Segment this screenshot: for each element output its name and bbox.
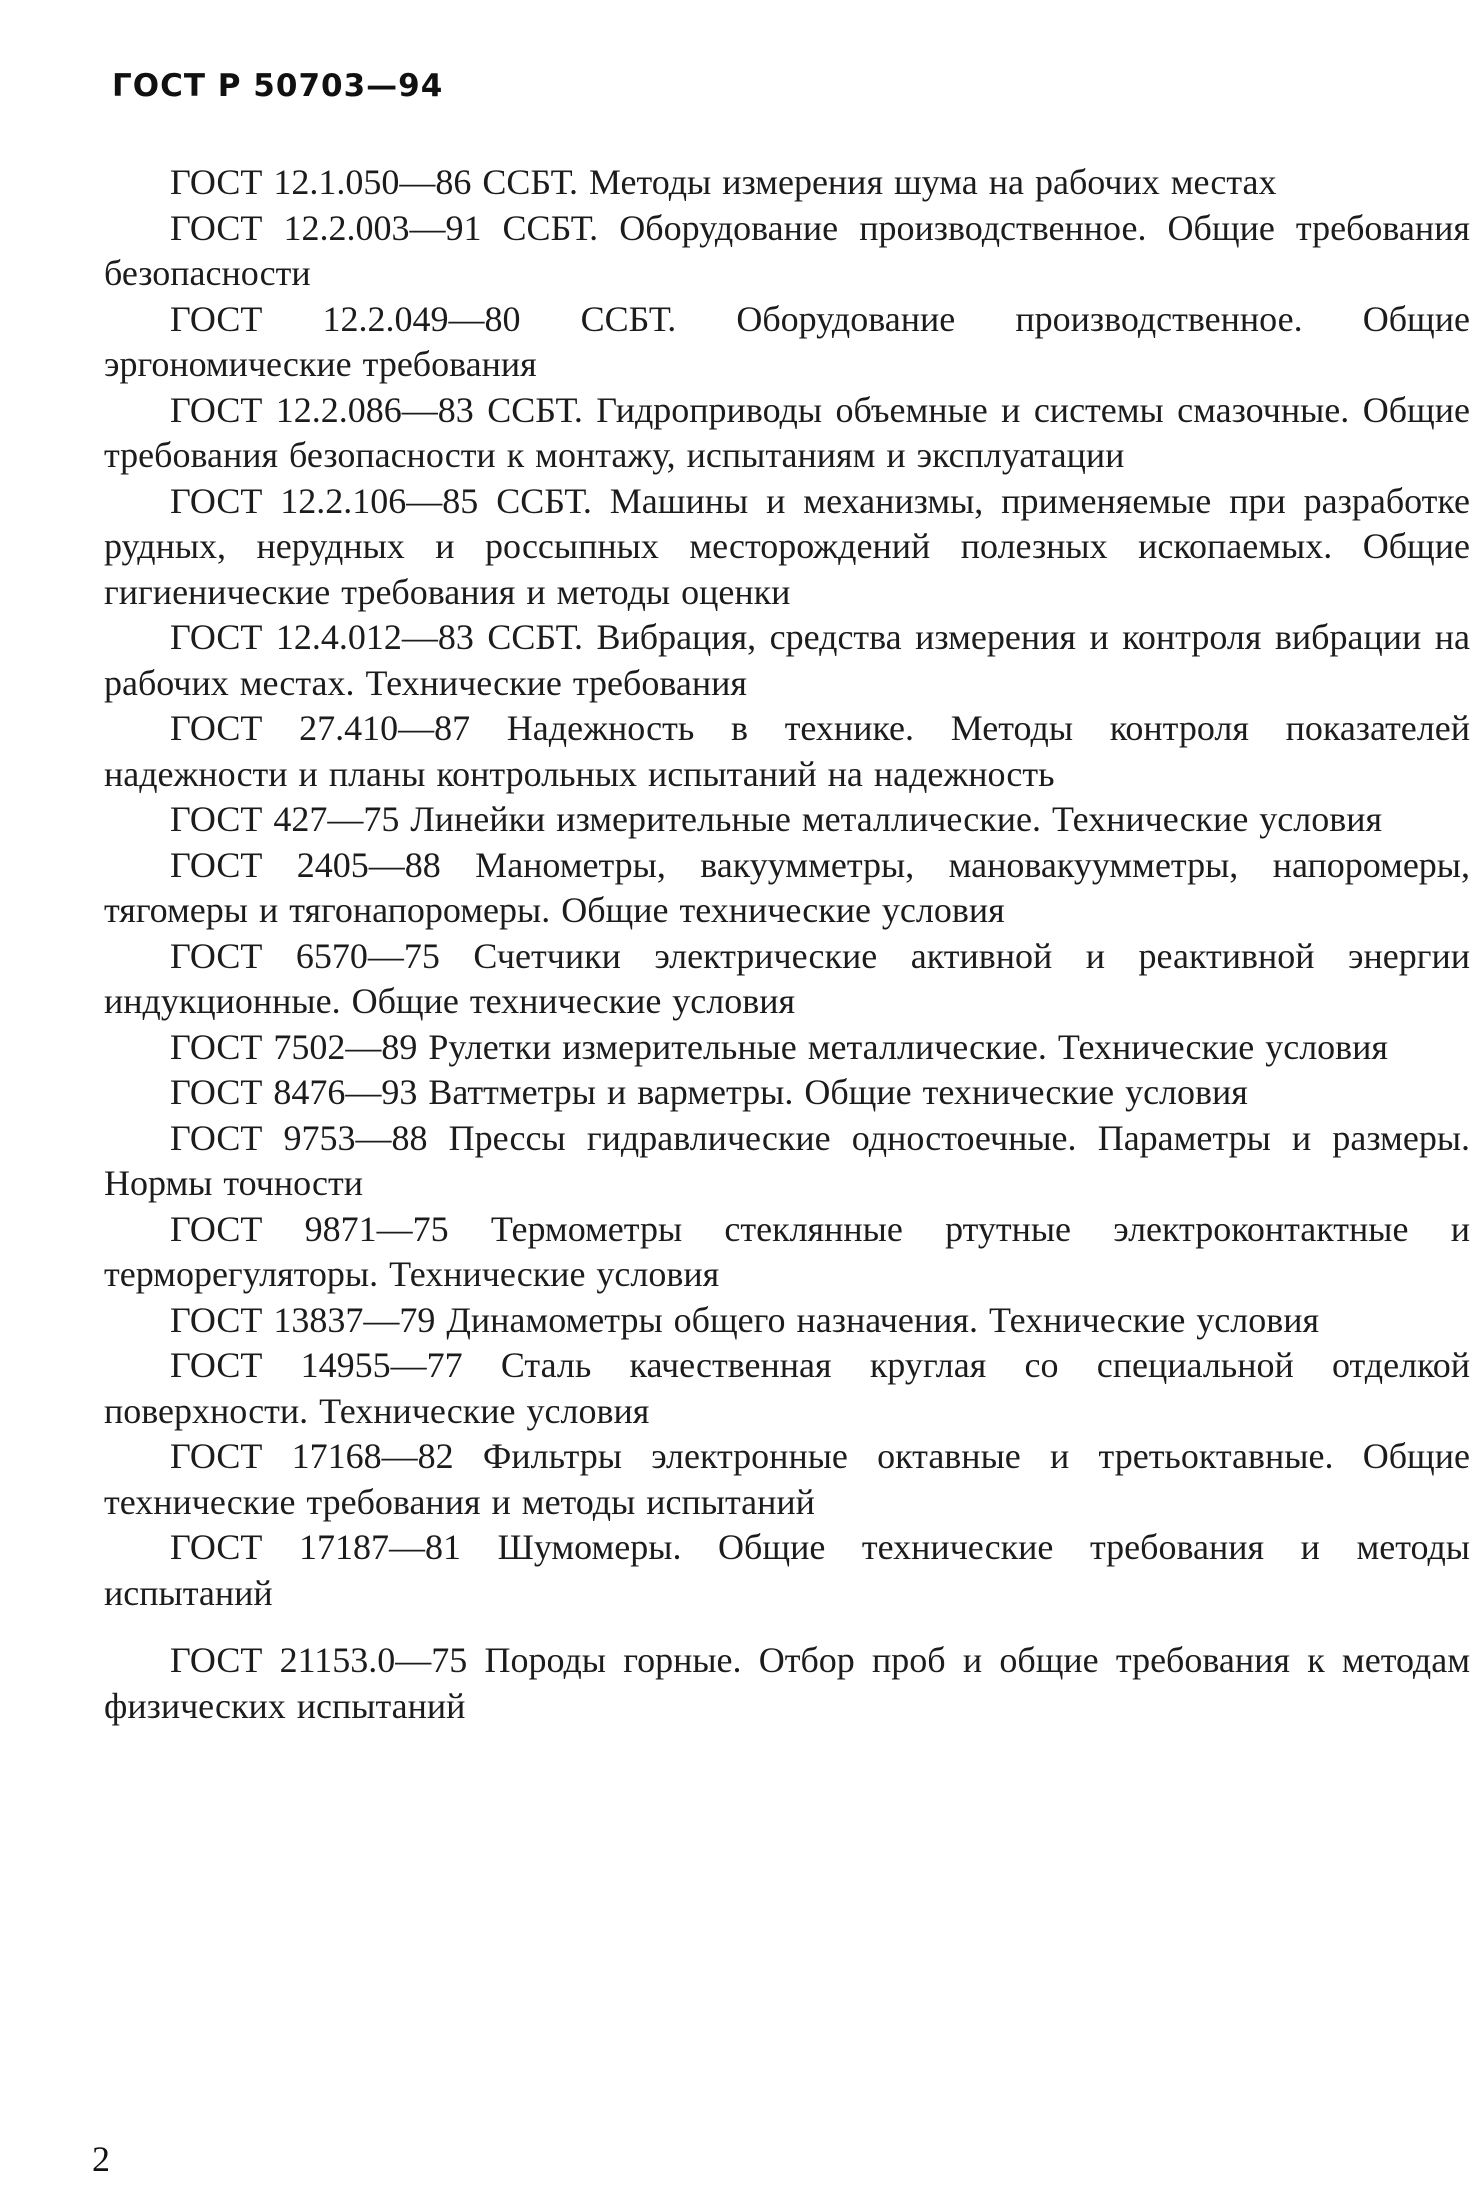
page-number: 2 <box>92 2139 110 2179</box>
reference-item: ГОСТ 12.2.049—80 ССБТ. Оборудование производственное. Общие эргономические требования <box>104 298 1470 384</box>
reference-item: ГОСТ 9871—75 Термометры стеклянные ртутные электроконтактные и терморегуляторы. Технические условия <box>104 1208 1470 1294</box>
reference-item: ГОСТ 17168—82 Фильтры электронные октавные и третьоктавные. Общие технические требования и методы испытаний <box>104 1436 1470 1522</box>
reference-item: ГОСТ 13837—79 Динамометры общего назначения. Технические условия <box>170 1299 1320 1340</box>
reference-item: ГОСТ 8476—93 Ваттметры и варметры. Общие технические условия <box>170 1072 1248 1112</box>
reference-item: ГОСТ 9753—88 Прессы гидравлические одностоечные. Параметры и размеры. Нормы точности <box>104 1117 1470 1203</box>
reference-item: ГОСТ 7502—89 Рулетки измерительные металлические. Технические условия <box>170 1026 1388 1067</box>
reference-item: ГОСТ 6570—75 Счетчики электрические активной и реактивной энергии индукционные. Общие технические условия <box>104 935 1470 1021</box>
references-list <box>104 160 1470 1729</box>
reference-item: ГОСТ 12.2.086—83 ССБТ. Гидроприводы объемные и системы смазочные. Общие требования безопасности к монтажу, испытаниям и эксплуатации <box>104 389 1470 475</box>
document-header: ГОСТ Р 50703—94 <box>112 68 444 104</box>
reference-item: ГОСТ 2405—88 Манометры, вакуумметры, мановакуумметры, напоромеры, тягомеры и тягонапоромеры. Общие технические условия <box>104 844 1470 930</box>
reference-item: ГОСТ 12.2.106—85 ССБТ. Машины и механизмы, применяемые при разработке рудных, нерудных и россыпных месторождений полезных ископаемых. Общие гигиенические требования и методы оценки <box>104 480 1470 612</box>
reference-item: ГОСТ 17187—81 Шумомеры. Общие технические требования и методы испытаний <box>104 1527 1470 1613</box>
reference-item: ГОСТ 12.1.050—86 ССБТ. Методы измерения шума на рабочих местах <box>170 162 1277 202</box>
reference-item: ГОСТ 27.410—87 Надежность в технике. Методы контроля показателей надежности и планы контрольных испытаний на надежность <box>104 708 1470 794</box>
reference-item: ГОСТ 427—75 Линейки измерительные металлические. Технические условия <box>170 799 1383 839</box>
reference-item: ГОСТ 12.4.012—83 ССБТ. Вибрация, средства измерения и контроля вибрации на рабочих местах. Технические требования <box>104 617 1470 703</box>
reference-item: ГОСТ 12.2.003—91 ССБТ. Оборудование производственное. Общие требования безопасности <box>104 207 1470 293</box>
reference-item: ГОСТ 21153.0—75 Породы горные. Отбор проб и общие требования к методам физических испытаний <box>104 1640 1470 1726</box>
reference-item: ГОСТ 14955—77 Сталь качественная круглая со специальной отделкой поверхности. Технические условия <box>104 1345 1470 1431</box>
